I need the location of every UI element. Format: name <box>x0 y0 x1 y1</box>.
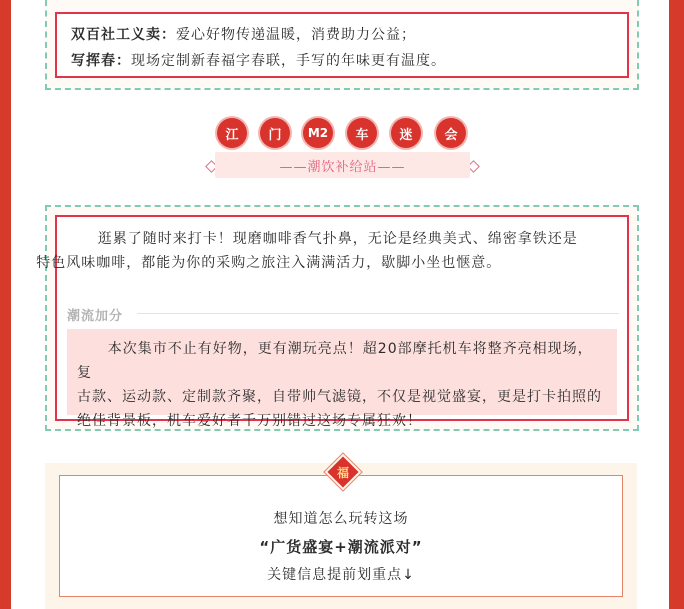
right-red-border <box>669 0 684 609</box>
title-badge: 门 <box>260 118 290 148</box>
coffee-card-inner <box>36 215 629 429</box>
title-badge: 江 <box>217 118 247 148</box>
title-badge: 车 <box>347 118 377 148</box>
key-info-card <box>45 463 637 609</box>
title-badge: 迷 <box>391 118 421 148</box>
left-red-border <box>0 0 11 609</box>
activities-card <box>45 0 639 90</box>
couplets-text: 现场定制新春福字春联，手写的年味更有温度。 <box>131 53 446 69</box>
key-info-line-2: “广货盛宴+潮流派对” <box>259 538 423 556</box>
highlight-line-3: 绝佳背景板，机车爱好者千万别错过这场专属狂欢！ <box>77 413 422 429</box>
section-label-trend: 潮流加分 <box>67 309 124 324</box>
couplets-label: 写挥春： <box>71 53 131 69</box>
subtitle-band <box>215 152 470 178</box>
highlight-line-2: 古款、运动款、定制款齐聚，自带帅气滤镜，不仅是视觉盛宴，更是打卡拍照的 <box>77 389 602 405</box>
coffee-line-1: 逛累了随时来打卡！现磨咖啡香气扑鼻，无论是经典美式、绵密拿铁还是 <box>97 231 578 247</box>
key-info-line-3: 关键信息提前划重点↓ <box>267 567 415 583</box>
section-title-badges <box>0 118 684 150</box>
coffee-paragraph <box>36 227 613 275</box>
activity-line-charity <box>71 22 613 48</box>
charity-text: 爱心好物传递温暖，消费助力公益； <box>176 27 416 43</box>
key-info-line-1: 想知道怎么玩转这场 <box>273 511 409 527</box>
trend-highlight-box <box>67 329 617 429</box>
title-badge: M2 <box>303 118 333 148</box>
activity-line-couplets <box>71 48 613 74</box>
section-subtitle: ——潮饮补给站—— <box>279 160 406 175</box>
charity-label: 双百社工义卖： <box>71 27 176 43</box>
title-badge: 会 <box>436 118 466 148</box>
highlight-line-1: 本次集市不止有好物，更有潮玩亮点！超20部摩托机车将整齐亮相现场，复 <box>77 341 593 381</box>
coffee-line-2: 特色风味咖啡，都能为你的采购之旅注入满满活力，歇脚小坐也惬意。 <box>36 255 502 271</box>
fu-character: 福 <box>336 465 349 480</box>
key-info-frame <box>59 475 623 597</box>
activities-card-inner <box>55 12 629 78</box>
section-divider <box>137 313 619 314</box>
coffee-card <box>36 205 639 431</box>
